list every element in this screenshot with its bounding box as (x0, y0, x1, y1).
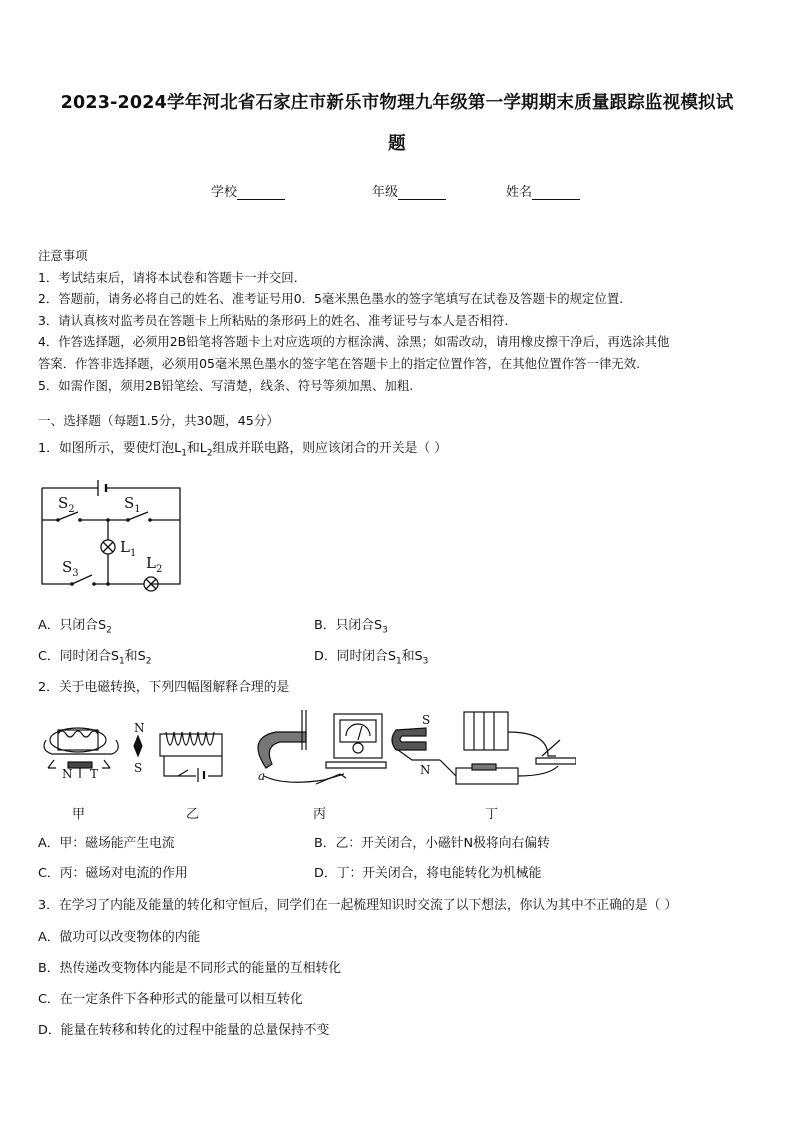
q1-stem-part: 组成并联电路，则应该闭合的开关是（ ） (212, 441, 448, 456)
notes-item: 3．请认真核对监考员在答题卡上所粘贴的条形码上的姓名、准考证号与本人是否相符. (38, 312, 509, 328)
fig-label-ding: 丁 (485, 807, 499, 822)
grade-label: 年级 (372, 185, 399, 200)
notes-item: 4．作答选择题，必须用2B铅笔将答题卡上对应选项的方框涂满、涂黑；如需改动，请用橡皮擦干净后，再选涂其他 (38, 334, 670, 350)
notes-item: 1．考试结束后，请将本试卷和答题卡一并交回. (38, 269, 298, 285)
q1-sub: 1 (181, 448, 187, 459)
notes-item: 5．如需作图，须用2B铅笔绘、写清楚，线条、符号等须加黑、加粗. (38, 377, 414, 393)
q1-option-b[interactable]: B．只闭合$S_3$ (314, 618, 388, 636)
fig-label-yi: 乙 (186, 807, 200, 822)
grade-blank (398, 187, 446, 200)
school-blank (237, 187, 285, 200)
compass-needle (134, 736, 142, 756)
notes-item: 2．答题前，请务必将自己的姓名、准考证号用0．5毫米黑色墨水的签字笔填写在试卷及答题卡的规定位置. (38, 291, 624, 307)
q2-option-d[interactable]: D．丁：开关闭合，将电能转化为机械能 (314, 866, 542, 881)
q3-option-b[interactable]: B．热传递改变物体内能是不同形式的能量的互相转化 (38, 961, 342, 976)
svg-text:S2: $S_2$ (58, 494, 75, 515)
q2-stem: 2．关于电磁转换，下列四幅图解释合理的是 (38, 680, 290, 695)
notes-heading: 注意事项 (38, 248, 88, 263)
q1-stem-part: 和L (186, 441, 207, 456)
q1-option-d[interactable]: D．同时闭合$S_1$和$S_3$ (314, 649, 429, 667)
figure-jia (44, 728, 118, 778)
fig-label-bing: 丙 (313, 807, 327, 822)
compass-n: N (134, 721, 145, 735)
q1-option-c[interactable]: C．同时闭合$S_1$和$S_2$ (38, 649, 152, 667)
svg-text:L2: $L_2$ (146, 554, 163, 575)
fig-label-jia: 甲 (72, 807, 86, 822)
name-field (506, 181, 580, 200)
page-title-line1: 2023-2024学年河北省石家庄市新乐市物理九年级第一学期期末质量跟踪监视模拟试 (60, 93, 734, 113)
page-title-line2: 题 (388, 134, 406, 154)
notes-block (38, 245, 760, 396)
section-heading: 一、选择题（每题1.5分，共30题，45分） (38, 413, 279, 428)
q3-stem: 3．在学习了内能及能量的转化和守恒后，同学们在一起梳理知识时交流了以下想法，你认为其中不正确的是（ ） (38, 898, 678, 913)
label-t: T (90, 767, 99, 781)
q1-stem-part: 1．如图所示，要使灯泡L (38, 441, 182, 456)
label-n: N (62, 767, 73, 781)
name-blank (532, 187, 580, 200)
label-a: a (258, 769, 266, 783)
label-s3: S (62, 558, 73, 576)
figure-yi (160, 732, 222, 782)
school-label: 学校 (211, 185, 238, 200)
notes-item: 答案．作答非选择题，必须用05毫米黑色墨水的签字笔在答题卡上的指定位置作答，在其他位置作答一律无效. (38, 355, 641, 371)
figure-bing (258, 710, 386, 784)
label-l2: L (146, 554, 156, 572)
q1-circuit-diagram (36, 474, 186, 598)
q1-sub: 2 (206, 448, 213, 459)
q3-option-c[interactable]: C．在一定条件下各种形式的能量可以相互转化 (38, 992, 303, 1007)
compass-s: S (134, 761, 143, 775)
label-s1: S (124, 494, 135, 512)
svg-text:L1: $L_1$ (120, 538, 137, 559)
q1-option-a[interactable]: A．只闭合$S_2$ (38, 618, 112, 636)
school-field (211, 181, 285, 200)
svg-text:S3: $S_3$ (62, 558, 79, 579)
label-s2: S (58, 494, 69, 512)
q2-option-c[interactable]: C．丙：磁场对电流的作用 (38, 866, 188, 881)
q3-option-d[interactable]: D．能量在转移和转化的过程中能量的总量保持不变 (38, 1023, 330, 1038)
q3-option-a[interactable]: A．做功可以改变物体的内能 (38, 930, 201, 945)
grade-field (372, 181, 446, 200)
label-n-ding: N (420, 763, 431, 777)
q2-option-a[interactable]: A．甲：磁场能产生电流 (38, 836, 175, 851)
name-label: 姓名 (506, 185, 533, 200)
q1-stem (38, 437, 447, 459)
q2-option-b[interactable]: B．乙：开关闭合，小磁针N极将向右偏转 (314, 836, 550, 851)
label-s-ding: S (422, 713, 431, 727)
label-l1: L (120, 538, 130, 556)
svg-text:S1: $S_1$ (124, 494, 141, 515)
